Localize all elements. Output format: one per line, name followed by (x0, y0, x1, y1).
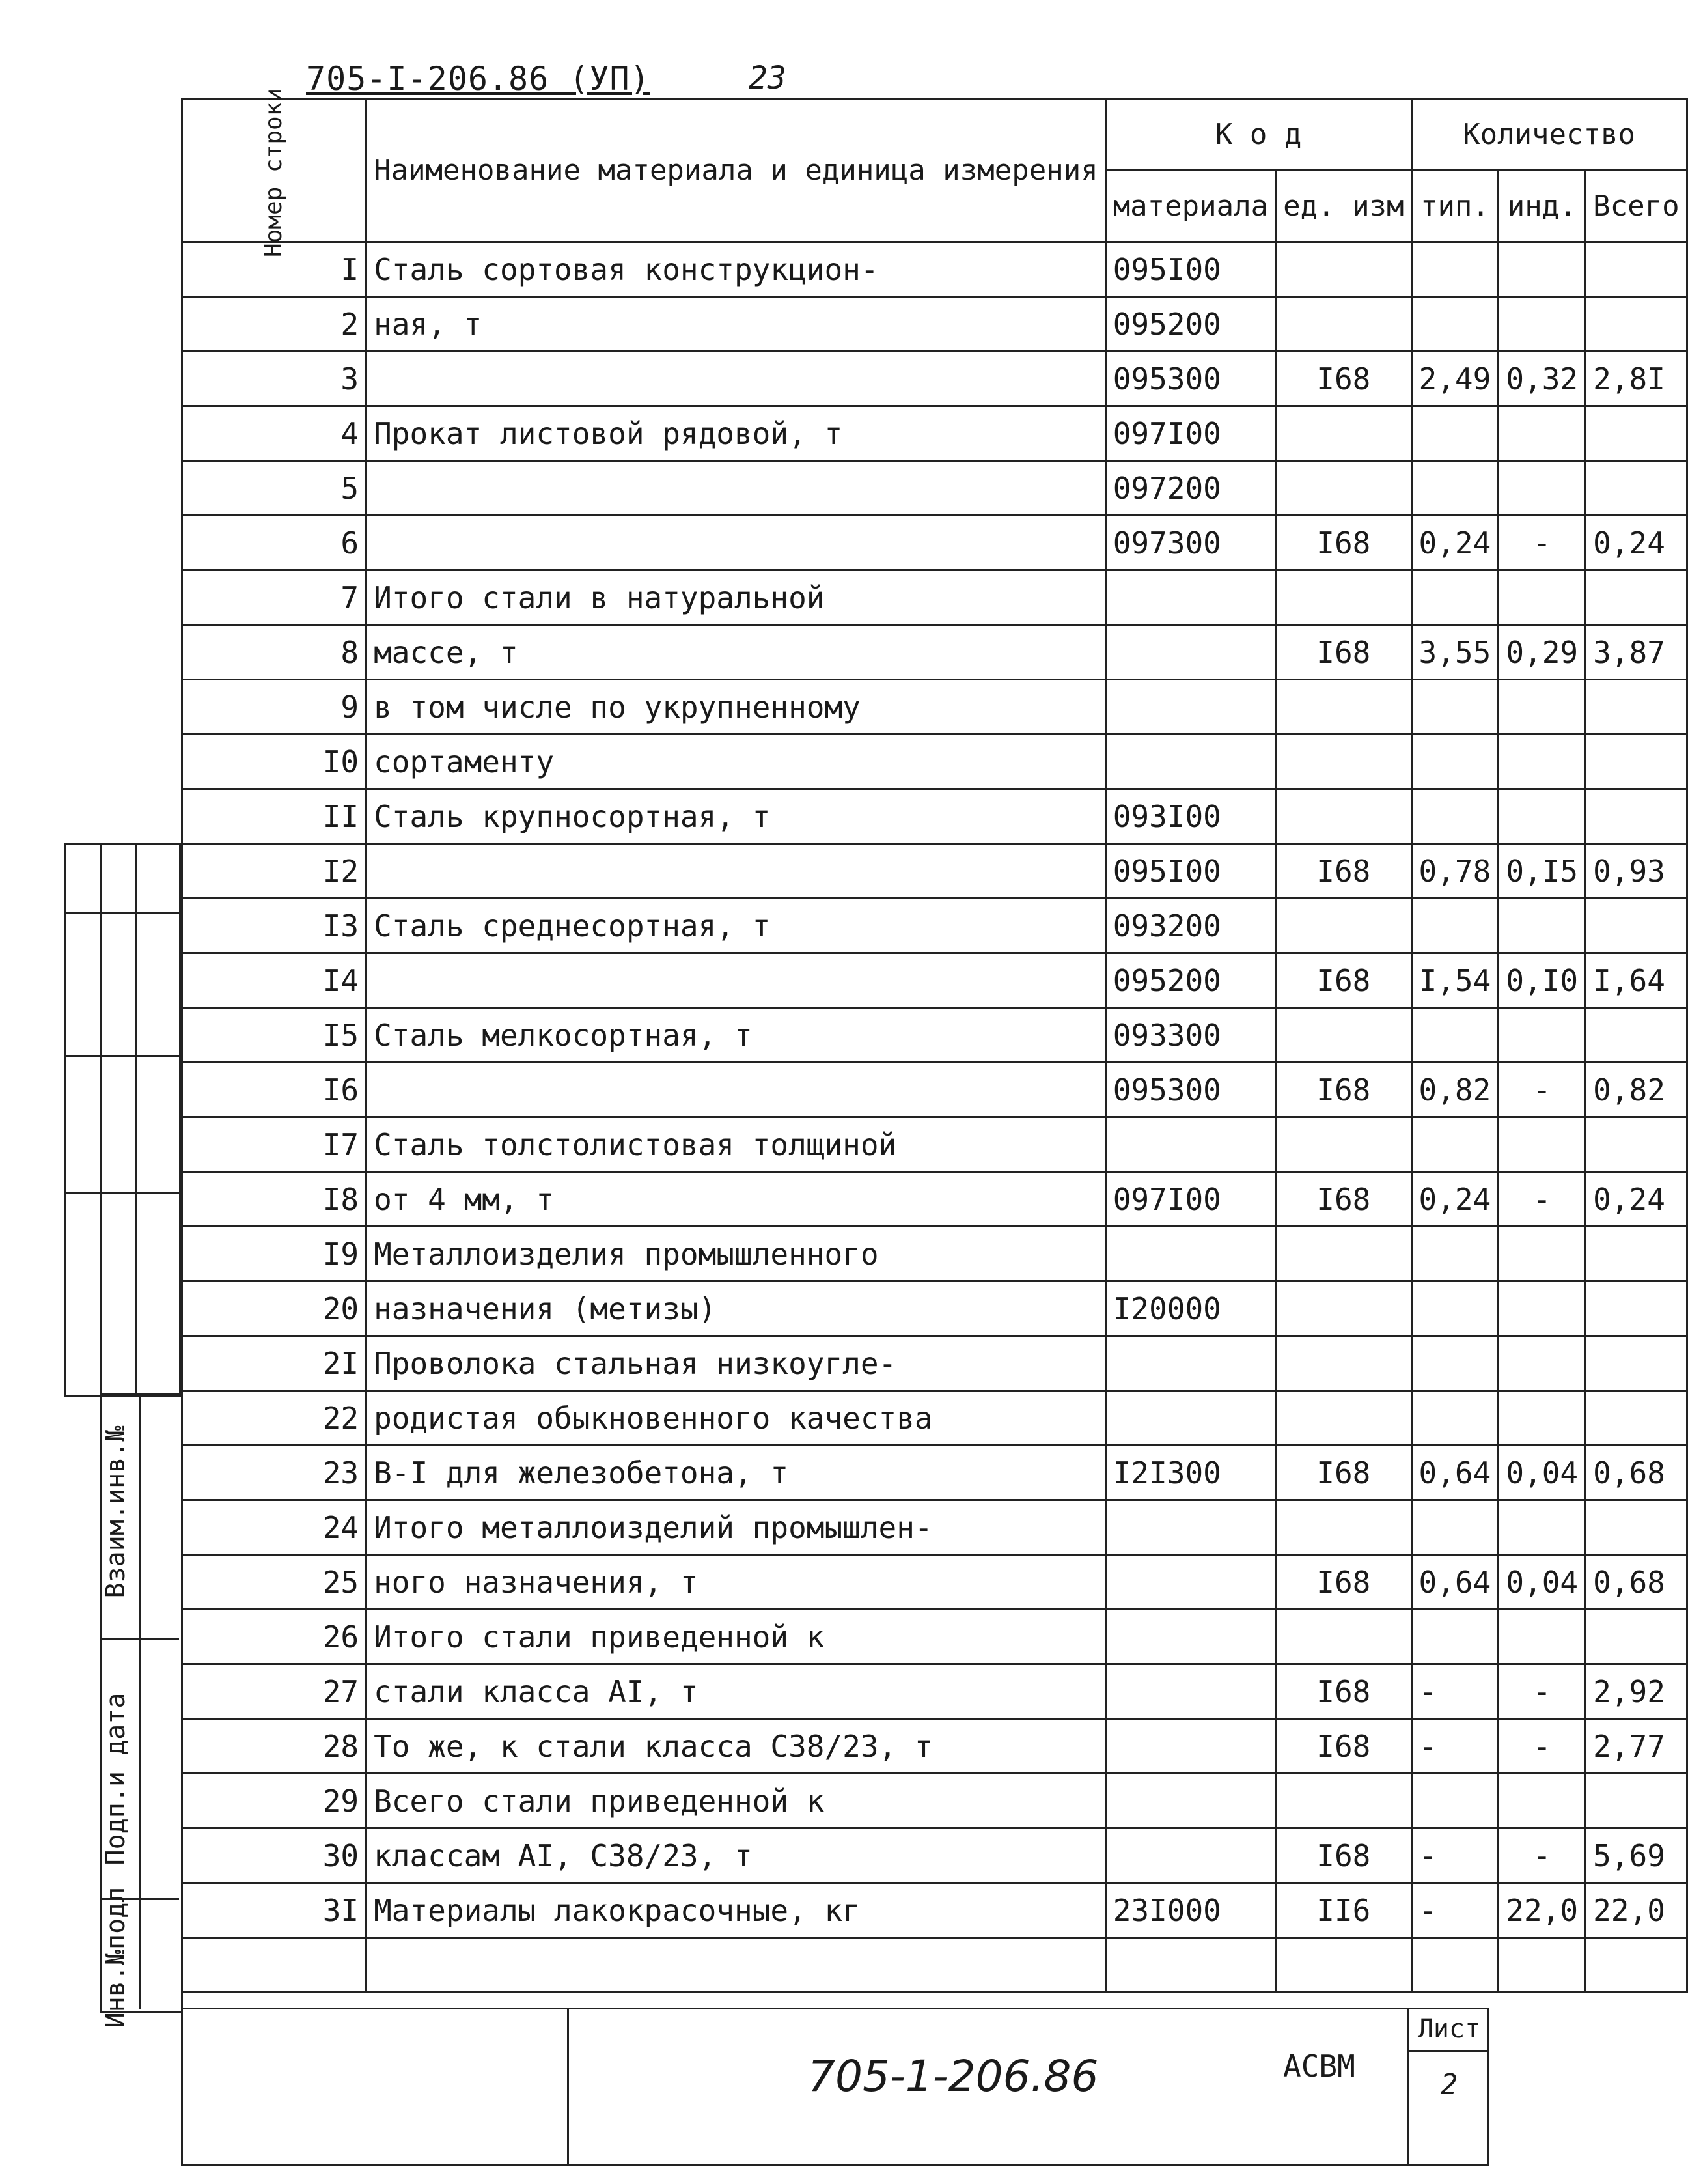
material-code-cell: 097200 (1105, 461, 1275, 516)
table-row (182, 1719, 1687, 1774)
table-row (182, 1336, 1687, 1391)
material-code-cell: 23I000 (1105, 1883, 1275, 1938)
title-block (181, 2008, 1489, 2166)
table-row (182, 1774, 1687, 1828)
material-code-cell: 095300 (1105, 352, 1275, 406)
qty-typ-cell (1411, 406, 1499, 461)
qty-total-cell (1586, 297, 1687, 352)
row-number-cell: 3 (182, 352, 367, 406)
table-row (182, 1281, 1687, 1336)
qty-total-header: Всего (1586, 171, 1687, 242)
qty-ind-cell: - (1499, 516, 1586, 570)
row-number-cell: I8 (182, 1172, 367, 1227)
qty-ind-cell (1499, 1391, 1586, 1446)
table-row (182, 1500, 1687, 1555)
qty-total-cell: 0,24 (1586, 1172, 1687, 1227)
qty-typ-cell: 0,78 (1411, 844, 1499, 899)
qty-ind-cell (1499, 789, 1586, 844)
qty-typ-cell (1411, 1938, 1499, 1993)
unit-code-cell (1276, 1610, 1411, 1664)
unit-code-cell (1276, 406, 1411, 461)
table-row (182, 953, 1687, 1008)
qty-typ-cell: 0,24 (1411, 1172, 1499, 1227)
qty-total-cell (1586, 789, 1687, 844)
material-code-cell: 095200 (1105, 297, 1275, 352)
material-code-cell: 095300 (1105, 1063, 1275, 1117)
unit-code-cell (1276, 1774, 1411, 1828)
material-code-cell (1105, 680, 1275, 735)
qty-ind-cell (1499, 735, 1586, 789)
qty-typ-cell (1411, 461, 1499, 516)
row-number-cell: I3 (182, 899, 367, 953)
qty-total-cell (1586, 1117, 1687, 1172)
qty-ind-cell: - (1499, 1063, 1586, 1117)
table-row (182, 352, 1687, 406)
qty-total-cell (1586, 1938, 1687, 1993)
unit-code-cell (1276, 680, 1411, 735)
material-name-cell (367, 461, 1106, 516)
qty-typ-cell (1411, 1008, 1499, 1063)
material-code-cell: 095200 (1105, 953, 1275, 1008)
sheet-box (1407, 2009, 1489, 2164)
row-number-cell: 30 (182, 1828, 367, 1883)
material-name-cell: Материалы лакокрасочные, кг (367, 1883, 1106, 1938)
unit-code-cell: I68 (1276, 1446, 1411, 1500)
row-number-cell: 20 (182, 1281, 367, 1336)
qty-ind-cell: 0,32 (1499, 352, 1586, 406)
qty-ind-cell: 0,I5 (1499, 844, 1586, 899)
row-number-cell: I6 (182, 1063, 367, 1117)
unit-code-cell (1276, 1391, 1411, 1446)
margin-stamp (64, 843, 181, 2028)
table-row (182, 406, 1687, 461)
qty-ind-cell (1499, 461, 1586, 516)
row-number-cell: I5 (182, 1008, 367, 1063)
qty-total-cell: 2,77 (1586, 1719, 1687, 1774)
material-code-cell (1105, 1774, 1275, 1828)
qty-typ-cell: 3,55 (1411, 625, 1499, 680)
qty-total-cell: 3,87 (1586, 625, 1687, 680)
qty-total-cell (1586, 680, 1687, 735)
table-row (182, 1117, 1687, 1172)
row-number-cell: 24 (182, 1500, 367, 1555)
material-code-cell: I2I300 (1105, 1446, 1275, 1500)
qty-typ-cell (1411, 1281, 1499, 1336)
row-number-cell: I2 (182, 844, 367, 899)
qty-ind-cell (1499, 899, 1586, 953)
table-row (182, 1008, 1687, 1063)
unit-code-cell (1276, 1227, 1411, 1281)
code-material-header: материала (1105, 171, 1275, 242)
qty-total-cell: 0,82 (1586, 1063, 1687, 1117)
qty-total-cell: I,64 (1586, 953, 1687, 1008)
qty-total-cell: 0,68 (1586, 1446, 1687, 1500)
qty-ind-cell (1499, 1117, 1586, 1172)
unit-code-cell (1276, 735, 1411, 789)
material-name-cell: В-I для железобетона, т (367, 1446, 1106, 1500)
qty-total-cell (1586, 1500, 1687, 1555)
table-row (182, 899, 1687, 953)
unit-code-cell: I68 (1276, 844, 1411, 899)
material-code-cell (1105, 625, 1275, 680)
material-name-cell (367, 516, 1106, 570)
row-number-cell: 22 (182, 1391, 367, 1446)
material-code-cell: 093200 (1105, 899, 1275, 953)
title-doc-number: 705-1-206.86 (808, 2051, 1099, 2101)
unit-code-cell (1276, 899, 1411, 953)
material-name-cell: Проволока стальная низкоугле- (367, 1336, 1106, 1391)
qty-typ-cell: 0,24 (1411, 516, 1499, 570)
material-name-cell: ного назначения, т (367, 1555, 1106, 1610)
row-number-cell: I0 (182, 735, 367, 789)
table-row (182, 1938, 1687, 1993)
qty-ind-cell (1499, 1774, 1586, 1828)
qty-ind-cell (1499, 1938, 1586, 1993)
material-name-cell: стали класса AI, т (367, 1664, 1106, 1719)
unit-code-cell: I68 (1276, 352, 1411, 406)
qty-total-cell (1586, 899, 1687, 953)
qty-ind-cell: 0,29 (1499, 625, 1586, 680)
material-name-cell: Всего стали приведенной к (367, 1774, 1106, 1828)
qty-typ-cell: 0,82 (1411, 1063, 1499, 1117)
qty-typ-cell (1411, 1336, 1499, 1391)
row-number-cell: 26 (182, 1610, 367, 1664)
unit-code-cell (1276, 1938, 1411, 1993)
qty-total-cell (1586, 570, 1687, 625)
qty-typ-cell (1411, 1391, 1499, 1446)
table-row (182, 1828, 1687, 1883)
unit-code-cell (1276, 570, 1411, 625)
material-name-cell: То же, к стали класса С38/23, т (367, 1719, 1106, 1774)
qty-total-cell (1586, 1336, 1687, 1391)
unit-code-cell: I68 (1276, 1719, 1411, 1774)
material-code-cell (1105, 1336, 1275, 1391)
material-code-cell: I20000 (1105, 1281, 1275, 1336)
code-group-header: К о д (1105, 99, 1411, 171)
unit-code-cell (1276, 1281, 1411, 1336)
unit-code-cell: I68 (1276, 1664, 1411, 1719)
unit-code-cell (1276, 1500, 1411, 1555)
table-row (182, 461, 1687, 516)
qty-typ-cell (1411, 789, 1499, 844)
qty-ind-cell (1499, 1008, 1586, 1063)
table-row (182, 1172, 1687, 1227)
table-row (182, 242, 1687, 297)
qty-typ-cell (1411, 1500, 1499, 1555)
qty-total-cell (1586, 406, 1687, 461)
table-row (182, 625, 1687, 680)
qty-typ-cell (1411, 1774, 1499, 1828)
unit-code-cell (1276, 789, 1411, 844)
material-code-cell: 095I00 (1105, 844, 1275, 899)
qty-ind-cell (1499, 570, 1586, 625)
material-name-cell: Сталь толстолистовая толщиной (367, 1117, 1106, 1172)
qty-total-cell (1586, 1227, 1687, 1281)
qty-total-cell: 2,8I (1586, 352, 1687, 406)
qty-ind-cell: 22,0 (1499, 1883, 1586, 1938)
material-code-cell (1105, 1555, 1275, 1610)
qty-typ-cell (1411, 570, 1499, 625)
qty-ind-cell (1499, 1281, 1586, 1336)
material-code-cell (1105, 735, 1275, 789)
row-number-cell: 5 (182, 461, 367, 516)
qty-typ-cell (1411, 735, 1499, 789)
material-name-cell: Итого металлоизделий промышлен- (367, 1500, 1106, 1555)
qty-total-cell (1586, 242, 1687, 297)
qty-total-cell (1586, 1391, 1687, 1446)
page-number: 23 (749, 60, 786, 96)
row-number-cell (182, 1938, 367, 1993)
table-row (182, 735, 1687, 789)
unit-code-cell: I68 (1276, 516, 1411, 570)
unit-code-cell: I68 (1276, 625, 1411, 680)
qty-typ-cell (1411, 297, 1499, 352)
qty-typ-cell (1411, 1227, 1499, 1281)
material-name-cell (367, 1938, 1106, 1993)
material-name-cell (367, 352, 1106, 406)
material-name-cell: массе, т (367, 625, 1106, 680)
qty-ind-cell (1499, 1500, 1586, 1555)
table-row (182, 1227, 1687, 1281)
qty-typ-cell (1411, 242, 1499, 297)
material-code-cell: 095I00 (1105, 242, 1275, 297)
qty-typ-cell (1411, 899, 1499, 953)
row-number-cell: 25 (182, 1555, 367, 1610)
unit-code-cell: I68 (1276, 1172, 1411, 1227)
table-row (182, 789, 1687, 844)
qty-total-cell (1586, 1281, 1687, 1336)
table-row (182, 1391, 1687, 1446)
row-number-cell: I (182, 242, 367, 297)
material-name-cell: в том числе по укрупненному (367, 680, 1106, 735)
qty-total-cell: 22,0 (1586, 1883, 1687, 1938)
qty-ind-cell: 0,I0 (1499, 953, 1586, 1008)
material-name-cell: ная, т (367, 297, 1106, 352)
row-number-cell: II (182, 789, 367, 844)
material-name-cell (367, 1063, 1106, 1117)
code-unit-header: ед. изм (1276, 171, 1411, 242)
material-code-cell (1105, 1391, 1275, 1446)
material-name-cell: сортаменту (367, 735, 1106, 789)
qty-ind-cell: - (1499, 1172, 1586, 1227)
unit-code-cell (1276, 1008, 1411, 1063)
qty-typ-cell: 0,64 (1411, 1555, 1499, 1610)
material-code-cell (1105, 1610, 1275, 1664)
qty-ind-cell (1499, 406, 1586, 461)
material-code-cell: 093I00 (1105, 789, 1275, 844)
qty-typ-cell: - (1411, 1719, 1499, 1774)
row-number-cell: 3I (182, 1883, 367, 1938)
material-name-cell: классам AI, С38/23, т (367, 1828, 1106, 1883)
material-code-cell (1105, 1719, 1275, 1774)
unit-code-cell (1276, 1336, 1411, 1391)
qty-ind-cell (1499, 242, 1586, 297)
qty-typ-cell (1411, 1610, 1499, 1664)
material-name-cell: Сталь мелкосортная, т (367, 1008, 1106, 1063)
qty-total-cell: 0,68 (1586, 1555, 1687, 1610)
qty-total-cell (1586, 1774, 1687, 1828)
row-number-cell: 28 (182, 1719, 367, 1774)
row-number-cell: 23 (182, 1446, 367, 1500)
label-vzaim-inv: Взаим.инв.№ (101, 1425, 131, 1599)
qty-typ-cell: 0,64 (1411, 1446, 1499, 1500)
label-podp-data: Подп.и дата (101, 1692, 131, 1866)
unit-code-cell: I68 (1276, 953, 1411, 1008)
qty-ind-cell: - (1499, 1828, 1586, 1883)
material-name-cell: Сталь сортовая конструкцион- (367, 242, 1106, 297)
table-row (182, 680, 1687, 735)
material-name-cell: Металлоизделия промышленного (367, 1227, 1106, 1281)
qty-total-cell (1586, 735, 1687, 789)
row-number-cell: 9 (182, 680, 367, 735)
qty-typ-cell: - (1411, 1883, 1499, 1938)
table-row (182, 844, 1687, 899)
qty-total-cell: 2,92 (1586, 1664, 1687, 1719)
material-name-cell: назначения (метизы) (367, 1281, 1106, 1336)
qty-total-cell (1586, 461, 1687, 516)
material-name-cell: родистая обыкновенного качества (367, 1391, 1106, 1446)
material-name-cell: Сталь среднесортная, т (367, 899, 1106, 953)
unit-code-cell: I68 (1276, 1828, 1411, 1883)
material-name-cell (367, 844, 1106, 899)
qty-ind-cell: 0,04 (1499, 1446, 1586, 1500)
table-row (182, 1883, 1687, 1938)
row-number-cell: 8 (182, 625, 367, 680)
sheet-label: Лист (1409, 2009, 1489, 2052)
unit-code-cell (1276, 297, 1411, 352)
row-number-cell: 4 (182, 406, 367, 461)
qty-total-cell: 0,24 (1586, 516, 1687, 570)
materials-table (181, 87, 1688, 1993)
material-code-cell (1105, 1117, 1275, 1172)
material-code-cell: 097I00 (1105, 1172, 1275, 1227)
row-number-cell: 6 (182, 516, 367, 570)
qty-ind-cell: 0,04 (1499, 1555, 1586, 1610)
qty-typ-cell (1411, 680, 1499, 735)
document-code-header: 705-I-206.86 (УП) (306, 60, 650, 98)
material-name-cell (367, 953, 1106, 1008)
row-number-cell: 29 (182, 1774, 367, 1828)
sheet-number: 2 (1440, 2068, 1458, 2101)
row-number-cell: 27 (182, 1664, 367, 1719)
material-code-cell (1105, 570, 1275, 625)
table-row (182, 570, 1687, 625)
qty-total-cell: 0,93 (1586, 844, 1687, 899)
material-code-cell: 097300 (1105, 516, 1275, 570)
qty-ind-cell (1499, 680, 1586, 735)
material-name-header: Наименование материала и единица измерения (367, 99, 1106, 242)
material-code-cell (1105, 1938, 1275, 1993)
qty-typ-cell: I,54 (1411, 953, 1499, 1008)
material-code-cell (1105, 1227, 1275, 1281)
table-row (182, 1664, 1687, 1719)
material-name-cell: Итого стали приведенной к (367, 1610, 1106, 1664)
table-row (182, 516, 1687, 570)
material-code-cell: 093300 (1105, 1008, 1275, 1063)
qty-ind-cell (1499, 1227, 1586, 1281)
qty-ind-cell (1499, 297, 1586, 352)
material-code-cell (1105, 1828, 1275, 1883)
qty-ind-header: инд. (1499, 171, 1586, 242)
unit-code-cell: II6 (1276, 1883, 1411, 1938)
row-number-cell: 2I (182, 1336, 367, 1391)
table-row (182, 297, 1687, 352)
row-number-cell: I4 (182, 953, 367, 1008)
table-row (182, 1446, 1687, 1500)
row-number-cell: I7 (182, 1117, 367, 1172)
unit-code-cell (1276, 1117, 1411, 1172)
qty-typ-cell: - (1411, 1664, 1499, 1719)
material-code-cell: 097I00 (1105, 406, 1275, 461)
label-inv-podl: Инв.№подл (101, 1886, 131, 2028)
qty-typ-header: тип. (1411, 171, 1499, 242)
material-name-cell: от 4 мм, т (367, 1172, 1106, 1227)
material-name-cell: Прокат листовой рядовой, т (367, 406, 1106, 461)
quantity-group-header: Количество (1411, 99, 1687, 171)
qty-typ-cell: 2,49 (1411, 352, 1499, 406)
qty-total-cell: 5,69 (1586, 1828, 1687, 1883)
qty-ind-cell (1499, 1336, 1586, 1391)
qty-ind-cell (1499, 1610, 1586, 1664)
table-row (182, 1063, 1687, 1117)
unit-code-cell: I68 (1276, 1555, 1411, 1610)
material-name-cell: Итого стали в натуральной (367, 570, 1106, 625)
qty-typ-cell (1411, 1117, 1499, 1172)
table-row (182, 1610, 1687, 1664)
row-number-cell: I9 (182, 1227, 367, 1281)
material-code-cell (1105, 1664, 1275, 1719)
title-mark: АСВМ (1283, 2049, 1355, 2084)
table-row (182, 1555, 1687, 1610)
qty-total-cell (1586, 1008, 1687, 1063)
unit-code-cell (1276, 461, 1411, 516)
unit-code-cell (1276, 242, 1411, 297)
row-number-header: Номер строки (182, 99, 367, 242)
material-code-cell (1105, 1500, 1275, 1555)
qty-total-cell (1586, 1610, 1687, 1664)
qty-typ-cell: - (1411, 1828, 1499, 1883)
qty-ind-cell: - (1499, 1664, 1586, 1719)
row-number-cell: 2 (182, 297, 367, 352)
unit-code-cell: I68 (1276, 1063, 1411, 1117)
material-name-cell: Сталь крупносортная, т (367, 789, 1106, 844)
row-number-cell: 7 (182, 570, 367, 625)
qty-ind-cell: - (1499, 1719, 1586, 1774)
